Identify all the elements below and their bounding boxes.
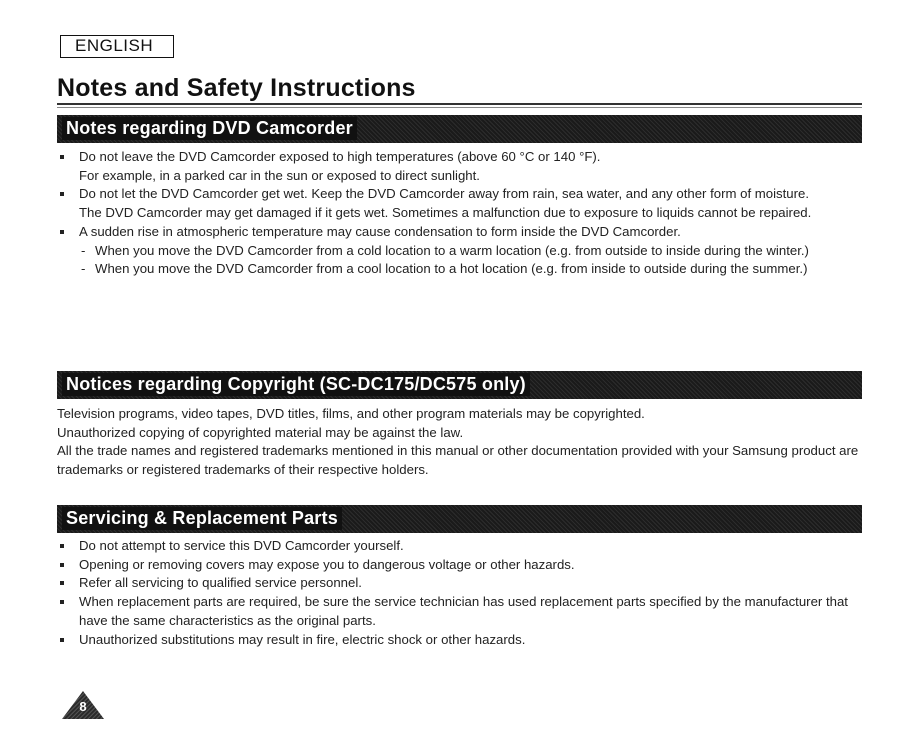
condensation-sublist <box>79 242 867 279</box>
section-title-servicing: Servicing & Replacement Parts <box>62 507 342 530</box>
servicing-list <box>57 537 867 649</box>
sub-list-item: - When you move the DVD Camcorder from a cold location to a warm location (e.g. from outside to inside during the winter.) <box>79 242 867 261</box>
list-item: Opening or removing covers may expose you to dangerous voltage or other hazards. <box>57 556 867 575</box>
copyright-line: Television programs, video tapes, DVD titles, films, and other program materials may be copyrighted. <box>57 406 645 421</box>
bullet-extra: The DVD Camcorder may get damaged if it gets wet. Sometimes a malfunction due to exposure to liquids cannot be repaired. <box>79 205 812 221</box>
list-item: Unauthorized substitutions may result in fire, electric shock or other hazards. <box>57 631 867 650</box>
list-item <box>57 148 867 185</box>
dvd-notes-list <box>57 148 867 279</box>
page-number-badge <box>61 690 105 720</box>
list-item <box>57 223 867 279</box>
list-item: When replacement parts are required, be sure the service technician has used replacement parts specified by the manufacturer that have the same characteristics as the original parts. <box>57 593 867 630</box>
title-rule-thin <box>57 107 862 108</box>
language-label: ENGLISH <box>60 35 174 58</box>
section-title-dvd: Notes regarding DVD Camcorder <box>62 117 357 140</box>
list-item: Refer all servicing to qualified service personnel. <box>57 574 867 593</box>
section-header-copyright <box>57 371 862 399</box>
section-body-copyright <box>57 405 867 480</box>
title-rule <box>57 103 862 105</box>
section-header-servicing <box>57 505 862 533</box>
bullet-text: Do not let the DVD Camcorder get wet. Keep the DVD Camcorder away from rain, sea water, and any other form of moisture. <box>79 186 810 202</box>
sub-list-item: - When you move the DVD Camcorder from a cool location to a hot location (e.g. from inside to outside during the summer.) <box>79 260 867 279</box>
section-body-servicing <box>57 537 867 649</box>
page-title: Notes and Safety Instructions <box>57 74 416 102</box>
list-item: Do not attempt to service this DVD Camcorder yourself. <box>57 537 867 556</box>
page-number: 8 <box>79 699 87 714</box>
bullet-text: Do not leave the DVD Camcorder exposed to high temperatures (above 60 °C or 140 °F). <box>79 149 601 164</box>
section-header-dvd <box>57 115 862 143</box>
section-title-copyright: Notices regarding Copyright (SC-DC175/DC575 only) <box>62 373 530 396</box>
copyright-line: All the trade names and registered trademarks mentioned in this manual or other documentation provided with your Samsung product are trademarks or registered trademarks of their respective holders. <box>57 443 859 478</box>
bullet-extra: For example, in a parked car in the sun or exposed to direct sunlight. <box>79 167 480 183</box>
bullet-text: A sudden rise in atmospheric temperature may cause condensation to form inside the DVD Camcorder. <box>79 223 681 239</box>
section-body-dvd <box>57 148 867 279</box>
list-item <box>57 185 867 222</box>
copyright-line: Unauthorized copying of copyrighted material may be against the law. <box>57 424 464 440</box>
